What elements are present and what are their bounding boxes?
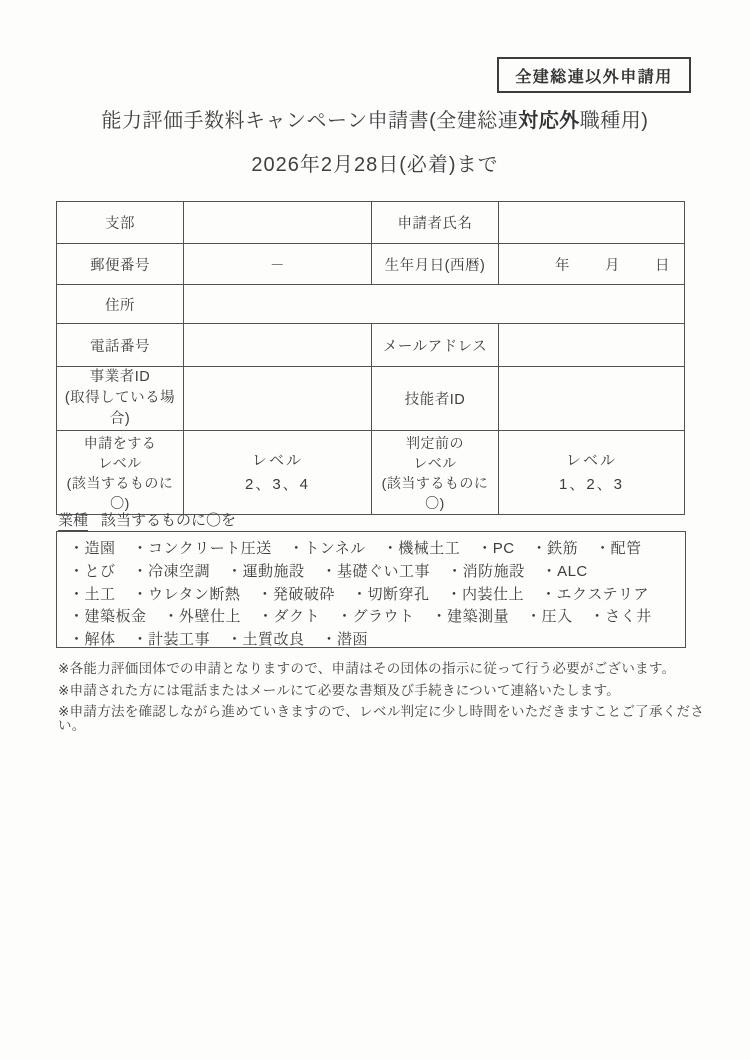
trade-item: ・運動施設 (227, 562, 305, 580)
table-row (57, 202, 685, 244)
apply-level-label-cell (57, 431, 184, 515)
applicant-name-input-cell (499, 202, 685, 244)
form-deadline: 2026年2月28日(必着)まで (251, 154, 499, 176)
title-bold-segment: 対応外 (518, 110, 580, 132)
pre-level-options (499, 449, 684, 497)
worker-id-input-cell (499, 367, 685, 431)
trades-list-box (56, 531, 686, 648)
trade-item: ・土質改良 (227, 631, 305, 649)
trade-item: ・切断穿孔 (351, 585, 430, 603)
apply-level-options (184, 449, 371, 497)
trade-item: ・さく井 (589, 608, 652, 626)
footnote-2: ※申請された方には電話またはメールにて必要な書類及び手続きについて連絡いたします。 (58, 682, 620, 698)
trade-item: ・機械土工 (382, 540, 461, 557)
trades-line-4 (69, 606, 673, 629)
title-prefix: 能力評価手数料キャンペーン申請書(全建総連 (101, 110, 519, 132)
day-unit: 日 (655, 257, 670, 274)
pre-level-label-cell (372, 431, 499, 515)
trade-item: ・内装仕上 (446, 585, 524, 603)
apply-level-value-cell (184, 431, 372, 515)
title-suffix: 職種用) (579, 110, 649, 132)
trades-heading-underlined: 業種 (58, 512, 89, 529)
corner-stamp-label: 全建総連以外申請用 (515, 68, 673, 86)
address-input-cell (184, 285, 685, 324)
trade-item: ・建築測量 (431, 608, 510, 626)
apply-level-word: レベル (251, 451, 303, 469)
branch-input-cell (184, 202, 372, 244)
footnote-3: ※申請方法を確認しながら進めていきますので、レベル判定に少し時間をいただきますことご了承ください。 (58, 704, 705, 733)
branch-label-cell: 支部 (57, 202, 184, 244)
apply-level-line3: (該当するものに〇) (66, 474, 174, 511)
form-title-line1 (0, 104, 750, 133)
phone-input-cell (184, 324, 372, 367)
phone-label-cell: 電話番号 (57, 324, 184, 367)
trade-item: ・とび (69, 562, 116, 580)
pre-level-line3: (該当するものに〇) (381, 474, 489, 511)
apply-level-numbers: 2、3、4 (244, 475, 311, 493)
footnotes (58, 662, 710, 741)
table-row (57, 324, 685, 367)
month-unit: 月 (605, 257, 620, 274)
pre-level-word: レベル (565, 451, 617, 469)
trade-item: ・ウレタン断熱 (132, 585, 241, 603)
table-row (57, 431, 685, 515)
trade-item: ・土工 (69, 585, 116, 603)
trade-item: ・PC (477, 540, 515, 557)
trade-item: ・ダクト (258, 608, 321, 626)
trades-line-3 (69, 584, 673, 607)
postal-code-label-cell: 郵便番号 (57, 244, 184, 285)
trade-item: ・冷凍空調 (132, 562, 211, 580)
birth-date-input-cell (499, 244, 685, 285)
table-row (57, 285, 685, 324)
trade-item: ・エクステリア (540, 585, 650, 603)
trade-item: ・潜函 (321, 631, 369, 649)
trade-item: ・圧入 (526, 608, 573, 626)
apply-level-line2: レベル (98, 454, 142, 471)
table-row (57, 244, 685, 285)
postal-code-input-cell: － (184, 244, 372, 285)
trade-item: ・トンネル (288, 540, 366, 557)
email-input-cell (499, 324, 685, 367)
trade-item: ・グラウト (337, 608, 415, 626)
apply-level-line1: 申請をする (83, 434, 157, 451)
pre-level-label (372, 433, 498, 513)
corner-stamp-box (497, 57, 691, 93)
pre-level-line1: 判定前の (406, 434, 464, 451)
pre-level-numbers: 1、2、3 (558, 475, 625, 493)
trade-item: ・コンクリート圧送 (132, 540, 272, 557)
trades-line-1 (69, 538, 673, 561)
address-label-cell: 住所 (57, 285, 184, 324)
trades-section-heading (58, 509, 236, 530)
business-id-label (57, 367, 183, 430)
worker-id-label-cell: 技能者ID (372, 367, 499, 431)
applicant-info-table (56, 201, 685, 515)
form-title (0, 104, 750, 177)
trade-item: ・建築板金 (69, 608, 147, 626)
birth-date-label-cell: 生年月日(西暦) (372, 244, 499, 285)
email-label-cell: メールアドレス (372, 324, 499, 367)
trade-item: ・計装工事 (132, 631, 211, 649)
trade-item: ・外壁仕上 (163, 608, 242, 626)
trade-item: ・配管 (595, 540, 642, 557)
pre-level-value-cell (499, 431, 685, 515)
trade-item: ・解体 (69, 631, 116, 649)
trades-heading-instruction: 該当するものに〇を (101, 512, 237, 529)
business-id-label-line2: (取得している場合) (64, 390, 176, 427)
applicant-name-label-cell: 申請者氏名 (372, 202, 499, 244)
pre-level-line2: レベル (413, 454, 457, 471)
table-row (57, 367, 685, 431)
birth-date-units (499, 254, 684, 275)
trade-item: ・消防施設 (447, 562, 525, 580)
trade-item: ・発破破砕 (257, 585, 335, 603)
trades-line-2 (69, 561, 673, 584)
trade-item: ・鉄筋 (531, 540, 579, 557)
trades-line-5 (69, 629, 673, 652)
trade-item: ・基礎ぐい工事 (321, 562, 431, 580)
business-id-input-cell (184, 367, 372, 431)
year-unit: 年 (555, 257, 570, 274)
trade-item: ・ALC (541, 562, 588, 580)
business-id-label-line1: 事業者ID (89, 369, 151, 385)
footnote-1: ※各能力評価団体での申請となりますので、申請はその団体の指示に従って行う必要がございます。 (58, 661, 676, 676)
business-id-label-cell (57, 367, 184, 431)
apply-level-label (57, 433, 183, 513)
trade-item: ・造園 (69, 540, 116, 557)
